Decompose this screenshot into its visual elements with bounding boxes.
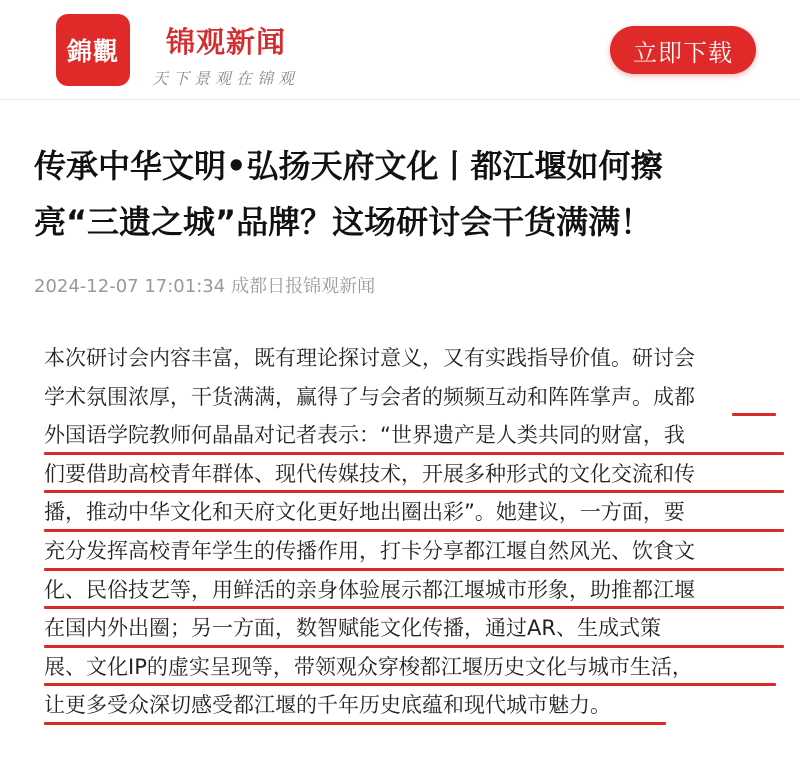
logo-text: 錦觀 xyxy=(66,37,119,66)
brand-name: 锦观新闻 xyxy=(166,25,287,59)
article-meta xyxy=(34,272,381,298)
body-line-8 xyxy=(44,610,774,649)
body-line-1 xyxy=(44,340,774,379)
article-title-line-1: 传承中华文明•弘扬天府文化丨都江堰如何擦 xyxy=(34,147,663,185)
body-line-3 xyxy=(44,417,774,456)
body-line-6 xyxy=(44,533,774,572)
body-line-text: 充分发挥高校青年学生的传播作用，打卡分享都江堰自然风光、饮食文 xyxy=(44,538,695,563)
highlight-underline xyxy=(44,683,776,686)
body-line-5 xyxy=(44,494,774,533)
header-divider xyxy=(0,99,800,100)
app-logo[interactable] xyxy=(56,14,130,86)
body-line-9 xyxy=(44,649,774,688)
highlight-underline xyxy=(44,606,784,609)
body-line-text: 外国语学院教师何晶晶对记者表示：“世界遗产是人类共同的财富，我 xyxy=(44,423,685,448)
article-timestamp: 2024-12-07 17:01:34 xyxy=(34,276,226,297)
highlight-underline xyxy=(732,413,776,416)
article-source[interactable]: 成都日报锦观新闻 xyxy=(231,276,376,297)
body-line-text: 展、文化IP的虚实呈现等，带领观众穿梭都江堰历史文化与城市生活， xyxy=(44,654,693,679)
body-line-text: 们要借助高校青年群体、现代传媒技术，开展多种形式的文化交流和传 xyxy=(44,461,695,486)
body-line-7 xyxy=(44,572,774,611)
highlight-underline xyxy=(44,529,784,532)
body-line-10 xyxy=(44,687,774,726)
brand-slogan: 天下景观在锦观 xyxy=(152,69,300,88)
body-line-2 xyxy=(44,379,774,418)
download-button[interactable]: 立即下载 xyxy=(610,26,756,74)
body-line-4 xyxy=(44,456,774,495)
body-line-text: 化、民俗技艺等，用鲜活的亲身体验展示都江堰城市形象，助推都江堰 xyxy=(44,577,695,602)
body-line-text: 让更多受众深切感受都江堰的千年历史底蕴和现代城市魅力。 xyxy=(44,693,611,718)
highlight-underline xyxy=(44,645,784,648)
highlight-underline xyxy=(44,568,784,571)
body-line-text: 学术氛围浓厚，干货满满，赢得了与会者的频频互动和阵阵掌声。成都 xyxy=(44,384,695,409)
body-line-text: 在国内外出圈；另一方面，数智赋能文化传播，通过AR、生成式策 xyxy=(44,616,661,641)
highlight-underline xyxy=(44,722,666,725)
article-body xyxy=(44,340,774,726)
article-title-line-2: 亮“三遗之城”品牌？这场研讨会干货满满！ xyxy=(34,203,653,241)
body-line-text: 播，推动中华文化和天府文化更好地出圈出彩”。她建议，一方面，要 xyxy=(44,500,685,525)
article-title xyxy=(34,138,774,250)
body-line-text: 本次研讨会内容丰富，既有理论探讨意义，又有实践指导价值。研讨会 xyxy=(44,346,695,370)
app-header xyxy=(0,0,800,100)
highlight-underline xyxy=(44,452,784,455)
highlight-underline xyxy=(44,490,784,493)
